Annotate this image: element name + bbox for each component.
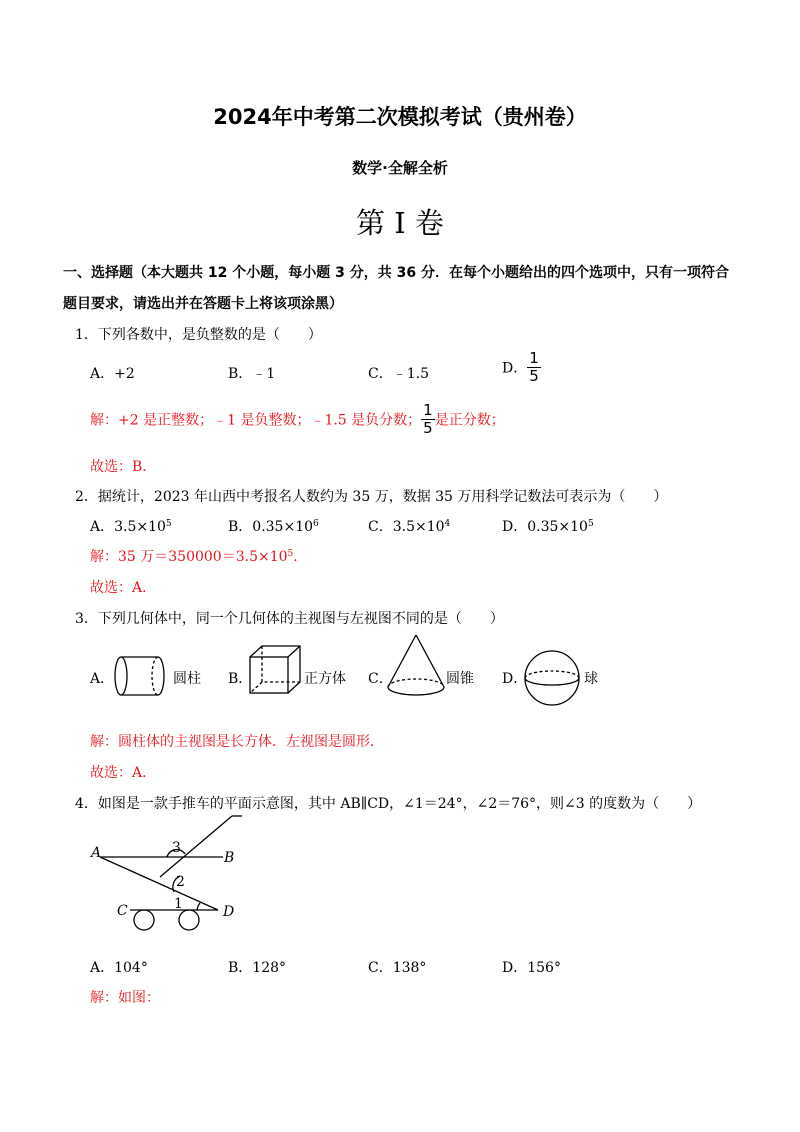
q1-answer: 故选：B． bbox=[90, 459, 157, 475]
q1-solution-text: 解：+2 是正整数；﹣1 是负整数；﹣1.5 是负分数； bbox=[90, 412, 422, 429]
q1-option-a: A．+2 bbox=[90, 366, 135, 382]
q2-option-b-base: B．0.35×10 bbox=[228, 519, 314, 535]
q3-option-c-letter: C． bbox=[368, 671, 393, 687]
q2-solution bbox=[90, 546, 307, 566]
point-label-a: A bbox=[91, 845, 102, 861]
section-instruction-line-2: 题目要求，请选出并在答题卡上将该项涂黑） bbox=[63, 296, 343, 312]
q3-option-b-name: 正方体 bbox=[304, 671, 346, 687]
q1-solution-text-end: 是正分数； bbox=[434, 412, 505, 429]
point-label-b: B bbox=[224, 850, 235, 866]
q3-option-b-letter: B． bbox=[228, 671, 253, 687]
point-label-d: D bbox=[223, 904, 235, 920]
q2-option-d-exponent: 5 bbox=[587, 519, 594, 529]
volume-heading: 第 I 卷 bbox=[356, 206, 444, 240]
q4-option-b: B．128° bbox=[228, 960, 287, 976]
q1-option-b: B．﹣1 bbox=[228, 366, 276, 382]
point-label-c: C bbox=[117, 903, 128, 919]
angle-label-3: 3 bbox=[172, 840, 181, 856]
q2-option-a-base: A．3.5×10 bbox=[90, 519, 166, 535]
fraction-numerator: 1 bbox=[423, 401, 433, 419]
angle-label-2: 2 bbox=[176, 874, 185, 890]
q4-option-a: A．104° bbox=[90, 960, 148, 976]
q2-solution-exponent: 5 bbox=[287, 549, 294, 559]
fraction-denominator: 5 bbox=[423, 419, 433, 437]
angle-label-1: 1 bbox=[174, 896, 183, 912]
q2-option-b-exponent: 6 bbox=[313, 519, 319, 529]
q3-stem: 3．下列几何体中，同一个几何体的主视图与左视图不同的是（ ） bbox=[75, 611, 504, 627]
q4-option-c: C．138° bbox=[368, 960, 427, 976]
q3-solution: 解：圆柱体的主视图是长方体．左视图是圆形． bbox=[90, 734, 384, 750]
q3-option-d-letter: D． bbox=[502, 671, 528, 687]
handcart-figure bbox=[85, 810, 255, 940]
q2-option-c-exponent: 4 bbox=[444, 519, 451, 529]
q1-solution bbox=[90, 403, 505, 436]
q4-option-d: D．156° bbox=[502, 960, 561, 976]
q2-option-a bbox=[90, 516, 172, 536]
q2-option-d bbox=[502, 516, 594, 536]
q4-stem: 4．如图是一款手推车的平面示意图，其中 AB∥CD，∠1＝24°，∠2＝76°，则∠3 的度数为（ ） bbox=[75, 796, 702, 812]
q1-option-c: C．﹣1.5 bbox=[368, 366, 429, 382]
fraction-denominator: 5 bbox=[529, 367, 539, 385]
q1-option-d bbox=[502, 351, 541, 384]
q3-option-a-letter: A． bbox=[90, 671, 115, 687]
q4-solution: 解：如图： bbox=[90, 990, 160, 1006]
cylinder-figure bbox=[113, 652, 173, 702]
q2-answer: 故选：A． bbox=[90, 580, 157, 596]
page-title: 2024年中考第二次模拟考试（贵州卷） bbox=[213, 105, 587, 129]
cube-figure bbox=[248, 644, 308, 696]
q3-answer: 故选：A． bbox=[90, 765, 157, 781]
q1-option-d-fraction bbox=[527, 351, 541, 384]
q1-stem: 1．下列各数中，是负整数的是（ ） bbox=[75, 327, 322, 343]
cone-figure bbox=[385, 633, 447, 699]
q2-solution-base: 解：35 万＝350000＝3.5×10 bbox=[90, 549, 288, 565]
section-instruction-line-1: 一、选择题（本大题共 12 个小题，每小题 3 分，共 36 分．在每个小题给出的四个选项中，只有一项符合 bbox=[63, 265, 729, 281]
q2-option-c bbox=[368, 516, 450, 536]
q2-option-b bbox=[228, 516, 319, 536]
q3-option-d-name: 球 bbox=[584, 671, 598, 687]
q2-solution-end: ． bbox=[293, 549, 308, 565]
q2-option-a-exponent: 5 bbox=[165, 519, 172, 529]
q3-option-c-name: 圆锥 bbox=[446, 671, 474, 687]
q2-option-d-base: D．0.35×10 bbox=[502, 519, 588, 535]
sphere-figure bbox=[524, 650, 584, 708]
q2-option-c-base: C．3.5×10 bbox=[368, 519, 445, 535]
q1-option-d-label: D． bbox=[502, 360, 528, 377]
fraction-numerator: 1 bbox=[529, 349, 539, 367]
q3-option-a-name: 圆柱 bbox=[173, 671, 201, 687]
page-subtitle: 数学·全解全析 bbox=[352, 159, 448, 177]
q2-stem: 2．据统计，2023 年山西中考报名人数约为 35 万，数据 35 万用科学记数法可表示为（ ） bbox=[75, 489, 668, 505]
q1-solution-fraction bbox=[421, 403, 435, 436]
